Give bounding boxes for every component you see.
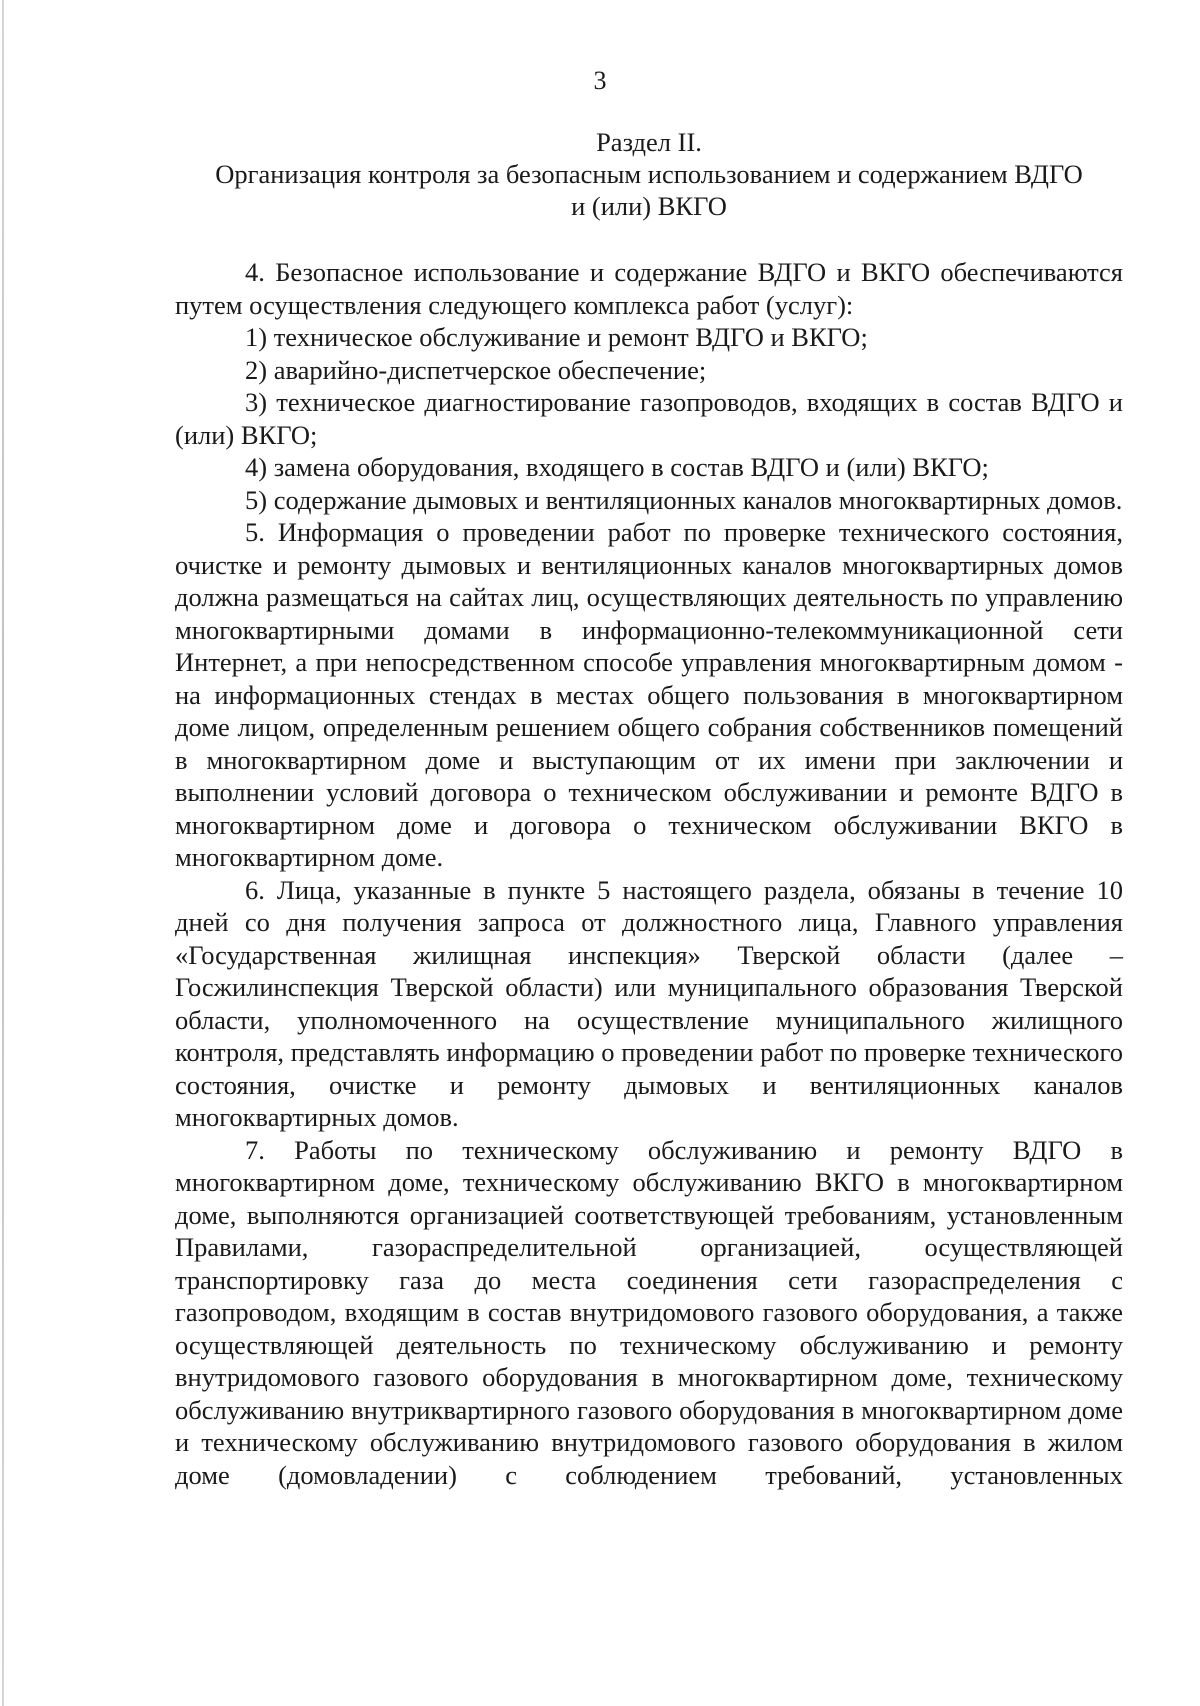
list-item-5: 5) содержание дымовых и вентиляционных каналов многоквартирных домов. xyxy=(245,484,1123,515)
list-item-3: 3) техническое диагностирование газопроводов, входящих в состав ВДГО и (или) ВКГО; xyxy=(175,387,1123,450)
section-title: Раздел II. xyxy=(596,127,702,157)
document-body xyxy=(175,256,1123,1491)
paragraph-7: 7. Работы по техническому обслуживанию и ремонту ВДГО в многоквартирном доме, техническому обслуживанию ВКГО в многоквартирном доме, выполняются организацией соответствующей требованиям, установленным Правилами, газораспределительной организацией, осуществляющей транспортировку газа до места соединения сети газораспределения с газопроводом, входящим в состав внутридомового газового оборудования, а также осуществляющей деятельность по техническому обслуживанию и ремонту внутридомового газового оборудования в многоквартирном доме, техническому обслуживанию внутриквартирного газового оборудования в многоквартирном доме и техническому обслуживанию внутридомового газового оборудования в жилом доме (домовладении) с соблюдением требований, установленных xyxy=(175,1134,1123,1490)
paragraph-6: 6. Лица, указанные в пункте 5 настоящего раздела, обязаны в течение 10 дней со дня получения запроса от должностного лица, Главного управления «Государственная жилищная инспекция» Тверской области (далее – Госжилинспекция Тверской области) или муниципального образования Тверской области, уполномоченного на осуществление муниципального жилищного контроля, представлять информацию о проведении работ по проверке технического состояния, очистке и ремонту дымовых и вентиляционных каналов многоквартирных домов. xyxy=(175,874,1123,1132)
section-subtitle-line-2: и (или) ВКГО xyxy=(571,191,727,221)
scan-edge xyxy=(2,0,4,1706)
list-item-4: 4) замена оборудования, входящего в состав ВДГО и (или) ВКГО; xyxy=(245,452,989,482)
paragraph-5: 5. Информация о проведении работ по проверке технического состояния, очистке и ремонту дымовых и вентиляционных каналов многоквартирных домов должна размещаться на сайтах лиц, осуществляющих деятельность по управлению многоквартирными домами в информационно-телекоммуникационной сети Интернет, а при непосредственном способе управления многоквартирным домом - на информационных стендах в местах общего пользования в многоквартирном доме лицом, определенным решением общего собрания собственников помещений в многоквартирном доме и выступающим от их имени при заключении и выполнении условий договора о техническом обслуживании и ремонте ВДГО в многоквартирном доме и договора о техническом обслуживании ВКГО в многоквартирном доме. xyxy=(175,517,1123,872)
list-item-2: 2) аварийно-диспетчерское обеспечение; xyxy=(245,354,707,385)
section-subtitle-line-1: Организация контроля за безопасным использованием и содержанием ВДГО xyxy=(215,159,1083,189)
list-item-1: 1) техническое обслуживание и ремонт ВДГО и ВКГО; xyxy=(245,322,868,352)
paragraph-4: 4. Безопасное использование и содержание ВДГО и ВКГО обеспечиваются путем осуществления следующего комплекса работ (услуг): xyxy=(175,257,1123,320)
page-number: 3 xyxy=(593,66,607,95)
section-heading xyxy=(175,126,1123,222)
